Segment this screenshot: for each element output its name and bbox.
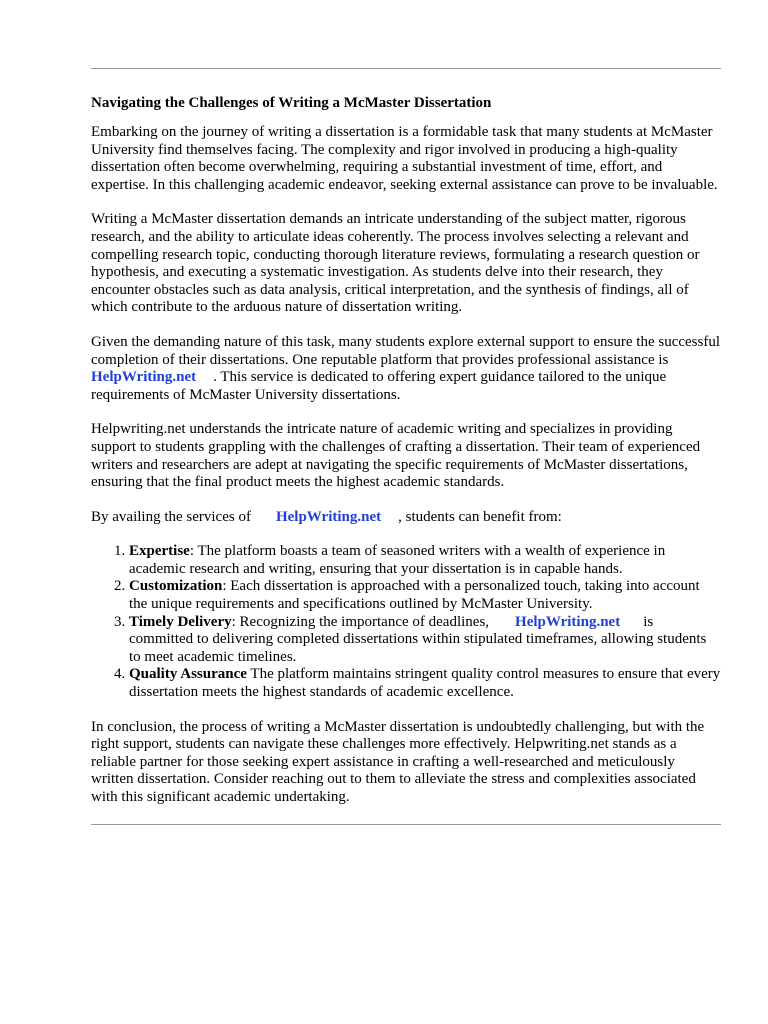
- intro-paragraph: Embarking on the journey of writing a dissertation is a formidable task that many students at McMaster University find themselves facing. The complexity and rigor involved in producing a high-quality dissertation often become overwhelming, requiring a substantial investment of time, effort, and expertise. In this challenging academic endeavor, seeking external assistance can prove to be invaluable.: [91, 124, 718, 193]
- benefit-term: Timely Delivery: [129, 613, 232, 630]
- helpwriting-link[interactable]: HelpWriting.net: [91, 369, 197, 386]
- process-paragraph: Writing a McMaster dissertation demands an intricate understanding of the subject matter, rigorous research, and the ability to articulate ideas coherently. The process involves selecting a relevant and compelling research topic, conducting thorough literature reviews, formulating a research question or hypothesis, and executing a systematic investigation. As students delve into their research, they encounter obstacles such as data analysis, critical interpretation, and the synthesis of findings, all of which contribute to the arduous nature of dissertation writing.: [91, 211, 700, 316]
- benefit-text: The platform maintains stringent quality control measures to ensure that every dissertation meets the highest standards of academic excellence.: [129, 666, 721, 701]
- benefit-text: is committed to delivering completed dissertations within stipulated timeframes, allowing students to meet academic timelines.: [129, 613, 707, 665]
- list-item: [129, 666, 721, 701]
- document-page: [91, 68, 721, 825]
- bottom-divider: [91, 824, 721, 825]
- benefit-text: : Each dissertation is approached with a personalized touch, taking into account the unique requirements and specifications outlined by McMaster University.: [129, 578, 700, 613]
- benefit-text: : The platform boasts a team of seasoned writers with a wealth of experience in academic research and writing, ensuring that your dissertation is in capable hands.: [129, 543, 666, 577]
- helpwriting-link[interactable]: HelpWriting.net: [275, 508, 382, 525]
- top-divider: [91, 68, 721, 69]
- benefit-term: Quality Assurance: [129, 666, 247, 683]
- benefit-term: Customization: [129, 578, 223, 595]
- document-title: Navigating the Challenges of Writing a McMaster Dissertation: [91, 95, 492, 111]
- conclusion-paragraph: In conclusion, the process of writing a McMaster dissertation is undoubtedly challenging, but with the right support, students can navigate these challenges more effectively. Helpwriting.net stands as a reliable partner for those seeking expert assistance in crafting a well-researched and meticulously written dissertation. Consider reaching out to them to alleviate the stress and complexities associated with this significant academic undertaking.: [91, 718, 705, 805]
- benefits-list: [91, 543, 721, 701]
- list-item: [129, 614, 721, 667]
- benefits-intro-paragraph: [91, 509, 721, 527]
- support-paragraph: [91, 334, 721, 404]
- list-item: [129, 578, 721, 613]
- list-item: [129, 543, 721, 578]
- benefits-intro-after: , students can benefit from:: [398, 508, 562, 525]
- helpwriting-link[interactable]: HelpWriting.net: [515, 613, 621, 630]
- about-paragraph: Helpwriting.net understands the intricate nature of academic writing and specializes in providing support to students grappling with the challenges of crafting a dissertation. Their team of experienced writers and researchers are adept at navigating the specific requirements of McMaster dissertations, ensuring that the final product meets the highest academic standards.: [91, 421, 701, 491]
- benefit-text: : Recognizing the importance of deadlines,: [231, 613, 490, 630]
- support-text-after: . This service is dedicated to offering expert guidance tailored to the unique requirements of McMaster University dissertations.: [91, 369, 667, 403]
- benefits-intro-before: By availing the services of: [91, 508, 251, 525]
- support-text-before: Given the demanding nature of this task, many students explore external support to ensure the successful completion of their dissertations. One reputable platform that provides professional assistance is: [91, 333, 721, 368]
- benefit-term: Expertise: [129, 543, 190, 560]
